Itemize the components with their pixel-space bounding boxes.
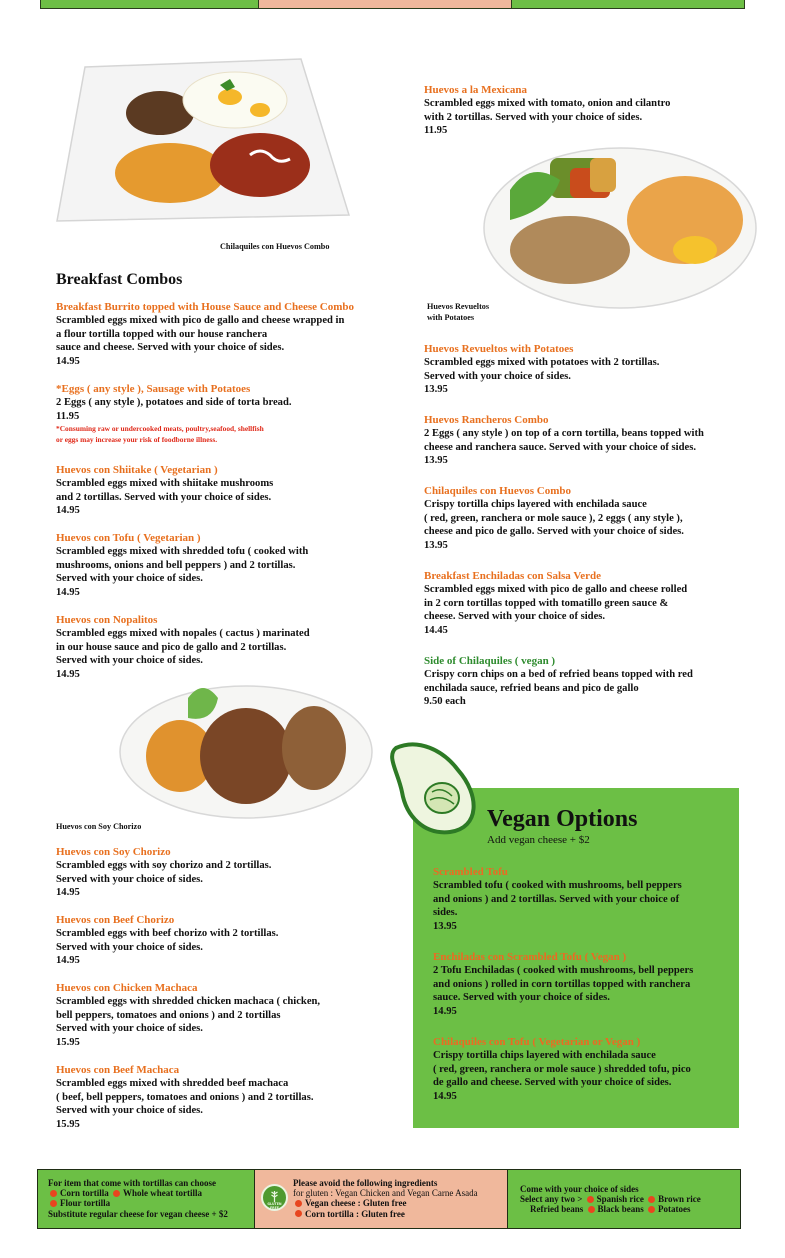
gluten-free-badge-text: GLUTEN FREE [267, 1202, 282, 1210]
item-title: Huevos con Soy Chorizo [56, 846, 171, 858]
item-desc: enchilada sauce, refried beans and pico de gallo [424, 682, 639, 694]
item-price: 13.95 [424, 455, 448, 467]
item-price: 14.95 [56, 505, 80, 517]
item-desc: a flour tortilla topped with our house ranchera [56, 328, 268, 340]
item-price: 9.50 each [424, 696, 466, 708]
item-desc: Served with your choice of sides. [56, 1023, 203, 1035]
item-desc: in 2 corn tortillas topped with tomatillo green sauce & [424, 597, 669, 609]
menu-item-soy-chorizo [56, 845, 396, 900]
footer-sides-info [508, 1170, 740, 1228]
item-price: 14.95 [56, 668, 80, 680]
bullet-icon [648, 1196, 655, 1203]
item-title: Huevos con Nopalitos [56, 614, 158, 626]
refried-beans-option: Refried beans [530, 1204, 584, 1215]
item-title: Side of Chilaquiles ( vegan ) [424, 655, 556, 667]
spanish-rice-option: Spanish rice [596, 1194, 644, 1205]
tortilla-options-row [48, 1188, 254, 1198]
item-desc: ( red, green, ranchera or mole sauce ) shredded tofu, pico [433, 1063, 691, 1075]
item-title: Breakfast Burrito topped with House Sauce and Cheese Combo [56, 301, 355, 313]
item-price: 15.95 [56, 1118, 80, 1130]
item-price: 14.45 [424, 624, 448, 636]
revueltos-caption-line1: Huevos Revueltos [427, 302, 490, 311]
item-desc: cheese and ranchera sauce. Served with your choice of sides. [424, 441, 696, 453]
menu-item-side-chilaquiles [424, 654, 764, 709]
menu-item-shiitake [56, 463, 396, 518]
item-title: Enchiladas con Scrambled Tofu ( Vegan ) [433, 951, 627, 963]
top-strip-peach [259, 0, 512, 8]
sides-line1: Come with your choice of sides [520, 1184, 639, 1194]
item-desc: sauce and cheese. Served with your choice of sides. [56, 342, 285, 354]
bullet-icon [648, 1206, 655, 1213]
menu-item-rancheros [424, 413, 764, 468]
item-desc: Served with your choice of sides. [56, 873, 203, 885]
item-title: Huevos Revueltos with Potatoes [424, 343, 574, 355]
item-desc: in our house sauce and pico de gallo and 2 tortillas. [56, 641, 287, 653]
item-desc: Scrambled eggs mixed with shiitake mushrooms [56, 478, 274, 489]
item-title: Huevos con Beef Machaca [56, 1064, 180, 1076]
item-price: 14.95 [56, 586, 80, 598]
footer-gluten-info [255, 1170, 508, 1228]
select-two-label: Select any two > [520, 1194, 583, 1205]
bullet-icon [295, 1200, 302, 1207]
tortilla-options-row2 [48, 1198, 254, 1208]
flour-tortilla-option: Flour tortilla [60, 1198, 111, 1209]
gluten-option-row2 [293, 1209, 507, 1219]
item-desc: Served with your choice of sides. [56, 941, 203, 953]
item-price: 13.95 [424, 539, 448, 551]
menu-item-enchiladas-verde [424, 569, 764, 637]
item-desc: Crispy corn chips on a bed of refried beans topped with red [424, 669, 693, 680]
revueltos-caption-line2: with Potatoes [427, 313, 475, 322]
bullet-icon [113, 1190, 120, 1197]
breakfast-combos-title: Breakfast Combos [56, 271, 183, 288]
item-price: 13.95 [433, 920, 457, 932]
menu-item-nopalitos [56, 613, 396, 681]
item-desc: Scrambled eggs mixed with nopales ( cactus ) marinated [56, 628, 310, 639]
corn-tortilla-gluten-free: Corn tortilla : Gluten free [305, 1208, 405, 1219]
menu-item-breakfast-burrito [56, 300, 396, 368]
bullet-icon [50, 1200, 57, 1207]
vegan-item-scrambled-tofu [433, 865, 733, 933]
item-title: Huevos con Chicken Machaca [56, 982, 198, 994]
vegan-options-subtitle: Add vegan cheese + $2 [487, 834, 590, 846]
item-title: Huevos a la Mexicana [424, 84, 527, 96]
item-title: Huevos con Beef Chorizo [56, 914, 175, 926]
gluten-option-row1 [293, 1198, 507, 1208]
item-desc: Scrambled eggs with beef chorizo with 2 tortillas. [56, 928, 279, 939]
item-desc: Served with your choice of sides. [56, 1105, 203, 1117]
menu-item-chicken-machaca [56, 981, 396, 1049]
item-desc: Served with your choice of sides. [424, 370, 571, 382]
chilaquiles-combo-caption: Chilaquiles con Huevos Combo [220, 242, 330, 251]
bullet-icon [50, 1190, 57, 1197]
bullet-icon [295, 1210, 302, 1217]
item-price: 13.95 [424, 384, 448, 396]
item-price: 14.95 [56, 887, 80, 899]
potatoes-option: Potatoes [658, 1204, 691, 1215]
footer-info-bar [37, 1169, 741, 1229]
bullet-icon [588, 1206, 595, 1213]
tortilla-line1: For item that come with tortillas can choose [48, 1178, 217, 1188]
item-price: 14.95 [56, 955, 80, 967]
menu-item-revueltos [424, 342, 754, 397]
item-price: 11.95 [56, 410, 80, 422]
item-title: *Eggs ( any style ), Sausage with Potatoes [56, 383, 251, 395]
item-desc: Served with your choice of sides. [56, 655, 203, 667]
soy-chorizo-plate-photo [118, 678, 374, 822]
item-desc: and 2 tortillas. Served with your choice of sides. [56, 491, 272, 503]
top-border-strip [40, 0, 745, 9]
soy-chorizo-caption: Huevos con Soy Chorizo [56, 822, 142, 831]
item-price: 11.95 [424, 125, 448, 137]
item-desc: cheese. Served with your choice of sides. [424, 611, 606, 623]
gluten-free-icon [261, 1184, 288, 1211]
item-price: 14.95 [433, 1090, 457, 1102]
foodborne-warning: or eggs may increase your risk of foodborne illness. [56, 435, 218, 445]
sides-row-rice [520, 1194, 740, 1204]
footer-tortilla-options [38, 1170, 255, 1228]
item-desc: cheese and pico de gallo. Served with your choice of sides. [424, 526, 684, 538]
item-desc: bell peppers, tomatoes and onions ) and 2 tortillas [56, 1009, 281, 1021]
avocado-icon [388, 740, 488, 835]
item-desc: Scrambled tofu ( cooked with mushrooms, bell peppers [433, 880, 682, 891]
menu-item-beef-chorizo [56, 913, 396, 968]
item-title: Huevos Rancheros Combo [424, 414, 549, 426]
item-desc: Scrambled eggs mixed with shredded beef machaca [56, 1078, 289, 1089]
menu-item-chilaquiles-combo [424, 484, 764, 552]
gluten-line1: Please avoid the following ingredients [293, 1178, 438, 1188]
bullet-icon [587, 1196, 594, 1203]
item-desc: and onions ) and 2 tortillas. Served with your choice of [433, 893, 680, 905]
item-desc: Crispy tortilla chips layered with enchilada sauce [433, 1050, 656, 1061]
top-strip-green-right [512, 0, 744, 8]
wheat-tortilla-option: Whole wheat tortilla [123, 1188, 202, 1199]
corn-tortilla-option: Corn tortilla [60, 1188, 109, 1199]
vegan-options-panel [413, 788, 739, 1128]
top-strip-green-left [41, 0, 259, 8]
item-desc: Scrambled eggs mixed with pico de gallo and cheese rolled [424, 584, 688, 595]
item-desc: and onions ) rolled in corn tortillas topped with ranchera [433, 978, 691, 990]
item-title: Scrambled Tofu [433, 866, 508, 878]
revueltos-caption [427, 301, 489, 323]
menu-item-beef-machaca [56, 1063, 396, 1131]
item-desc: Crispy tortilla chips layered with enchilada sauce [424, 499, 647, 510]
item-desc: Scrambled eggs mixed with tomato, onion and cilantro [424, 98, 671, 109]
item-desc: Scrambled eggs with shredded chicken machaca ( chicken, [56, 996, 321, 1007]
item-desc: sauce. Served with your choice of sides. [433, 992, 610, 1004]
item-desc: 2 Eggs ( any style ), potatoes and side of torta bread. [56, 397, 292, 408]
item-desc: Scrambled eggs with soy chorizo and 2 tortillas. [56, 860, 272, 871]
brown-rice-option: Brown rice [658, 1194, 701, 1205]
item-desc: ( red, green, ranchera or mole sauce ), 2 eggs ( any style ), [424, 512, 683, 524]
item-price: 14.95 [56, 355, 80, 367]
foodborne-warning: *Consuming raw or undercooked meats, poultry,seafood, shellfish [56, 424, 264, 434]
item-desc: with 2 tortillas. Served with your choice of sides. [424, 111, 643, 123]
item-desc: 2 Tofu Enchiladas ( cooked with mushrooms, bell peppers [433, 965, 694, 976]
sides-row-beans [520, 1204, 740, 1214]
item-desc: 2 Eggs ( any style ) on top of a corn tortilla, beans topped with [424, 428, 704, 439]
item-desc: ( beef, bell peppers, tomatoes and onions ) and 2 tortillas. [56, 1091, 314, 1103]
chilaquiles-plate-photo [55, 55, 355, 235]
item-desc: sides. [433, 907, 458, 919]
vegan-options-title: Vegan Options [487, 806, 638, 832]
item-title: Chilaquiles con Tofu ( Vegetarian or Vegan ) [433, 1036, 641, 1048]
menu-item-eggs-sausage [56, 382, 396, 445]
black-beans-option: Black beans [597, 1204, 644, 1215]
item-price: 14.95 [433, 1005, 457, 1017]
item-desc: Served with your choice of sides. [56, 573, 203, 585]
item-title: Chilaquiles con Huevos Combo [424, 485, 571, 497]
item-desc: mushrooms, onions and bell peppers ) and 2 tortillas. [56, 559, 296, 571]
item-price: 15.95 [56, 1036, 80, 1048]
item-desc: de gallo and cheese. Served with your choice of sides. [433, 1077, 672, 1089]
vegan-cheese-gluten-free: Vegan cheese : Gluten free [305, 1198, 407, 1209]
menu-item-tofu [56, 531, 396, 599]
item-title: Breakfast Enchiladas con Salsa Verde [424, 570, 602, 582]
vegan-cheese-note: Substitute regular cheese for vegan cheese + $2 [48, 1208, 228, 1219]
gluten-line2: for gluten : Vegan Chicken and Vegan Carne Asada [293, 1188, 478, 1199]
item-desc: Scrambled eggs mixed with potatoes with 2 tortillas. [424, 357, 660, 368]
item-title: Huevos con Tofu ( Vegetarian ) [56, 532, 201, 544]
menu-item-mexicana [424, 83, 754, 138]
item-desc: Scrambled eggs mixed with shredded tofu ( cooked with [56, 546, 309, 557]
vegan-item-chilaquiles-tofu [433, 1035, 733, 1103]
vegan-item-enchiladas-tofu [433, 950, 733, 1018]
revueltos-plate-photo [480, 140, 758, 310]
item-desc: Scrambled eggs mixed with pico de gallo and cheese wrapped in [56, 315, 345, 326]
item-title: Huevos con Shiitake ( Vegetarian ) [56, 464, 218, 476]
